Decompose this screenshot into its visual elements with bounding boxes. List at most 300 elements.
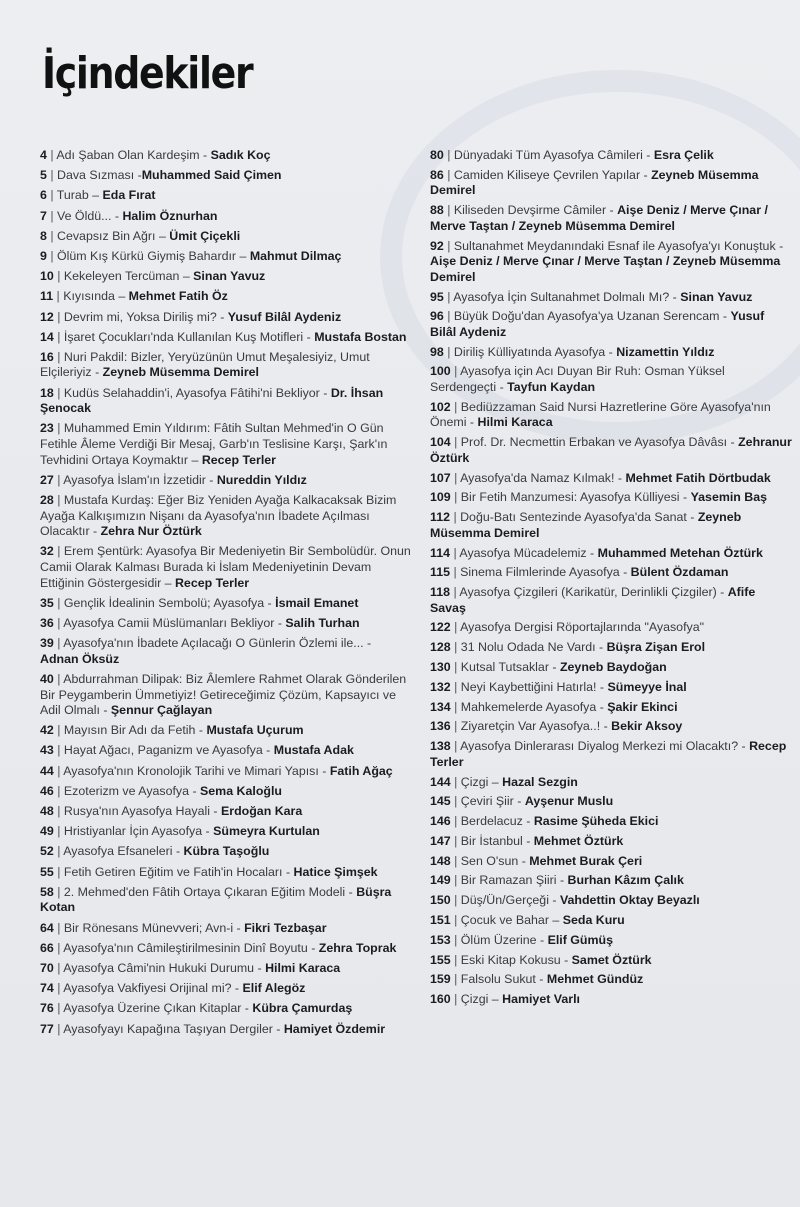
toc-author: Sümeyra Kurtulan xyxy=(213,824,320,839)
toc-separator: | xyxy=(443,167,454,182)
toc-entry xyxy=(430,203,792,234)
toc-article-title: Ölüm Üzerine - xyxy=(460,932,548,947)
toc-page-number: 144 xyxy=(430,774,451,789)
toc-separator: | xyxy=(53,329,64,344)
toc-page-number: 159 xyxy=(430,972,451,987)
toc-article-title: Sinema Filmlerinde Ayasofya - xyxy=(460,565,631,580)
toc-page-number: 14 xyxy=(40,329,54,344)
toc-author: Hatice Şimşek xyxy=(293,864,378,879)
toc-article-title: Dava Sızması - xyxy=(57,168,142,183)
toc-page-number: 112 xyxy=(430,510,450,525)
toc-article-title: Kıyısında – xyxy=(63,289,129,304)
toc-author: Eda Fırat xyxy=(102,188,156,203)
toc-author: Recep Terler xyxy=(430,739,787,769)
toc-separator: | xyxy=(53,595,64,610)
toc-page-number: 58 xyxy=(40,884,54,899)
toc-entry xyxy=(40,148,412,164)
toc-entry xyxy=(40,723,412,739)
toc-article-title: Diriliş Külliyatında Ayasofya - xyxy=(453,344,617,359)
toc-author: Mehmet Fatih Dörtbudak xyxy=(625,470,771,485)
toc-page-number: 148 xyxy=(430,853,451,868)
toc-article-title: Ölüm Kış Kürkü Giymiş Bahardır – xyxy=(57,248,250,263)
toc-column-left xyxy=(40,148,412,1042)
toc-separator: | xyxy=(450,660,461,674)
toc-entry xyxy=(430,913,792,929)
toc-separator: | xyxy=(450,490,461,505)
toc-article-title: Adı Şaban Olan Kardeşim - xyxy=(56,148,211,162)
toc-page-number: 35 xyxy=(40,595,54,610)
toc-page-number: 146 xyxy=(430,814,451,829)
toc-article-title: Rusya'nın Ayasofya Hayali - xyxy=(63,804,222,819)
toc-entry xyxy=(430,834,792,850)
toc-entry xyxy=(40,1022,412,1038)
toc-entry xyxy=(40,921,412,937)
toc-separator: | xyxy=(443,289,454,304)
toc-article-title: Ayasofya Camii Müslümanları Bekliyor - xyxy=(63,615,286,630)
toc-author: Hamiyet Varlı xyxy=(502,992,580,1007)
toc-page-number: 40 xyxy=(40,671,54,686)
toc-author: Aişe Deniz / Merve Çınar / Merve Taştan / Zeyneb Müsemma Demirel xyxy=(430,203,768,233)
toc-author: Ümit Çiçekli xyxy=(169,228,241,243)
toc-page-number: 136 xyxy=(430,719,451,734)
toc-article-title: Kutsal Tutsaklar - xyxy=(460,660,560,674)
toc-entry xyxy=(40,636,412,667)
toc-page-number: 145 xyxy=(430,794,451,809)
toc-article-title: Ayasofya İslam'ın İzzetidir - xyxy=(63,472,217,487)
toc-entry xyxy=(430,933,792,949)
toc-author: Rasime Şüheda Ekici xyxy=(533,814,659,829)
toc-article-title: Ayasofya için Acı Duyan Bir Ruh: Osman Yüksel Serdengeçti - xyxy=(430,364,725,395)
toc-article-title: Muhammed Emin Yıldırım: Fâtih Sultan Mehmed'in O Gün Fetihle Âleme Verdiği Bir Mesaj, Garb'ın Teslisine Karşı, Şark'ın Tevhidini Ortaya Koymaktır – xyxy=(40,421,388,467)
toc-author: Fikri Tezbaşar xyxy=(244,920,327,935)
toc-article-title: Sultanahmet Meydanındaki Esnaf ile Ayasofya'yı Konuştuk - xyxy=(453,238,784,253)
toc-separator: | xyxy=(450,932,461,947)
toc-article-title: Mahkemelerde Ayasofya - xyxy=(460,699,608,714)
toc-entry xyxy=(430,364,792,395)
toc-author: Seda Kuru xyxy=(562,912,625,927)
toc-article-title: Mayısın Bir Adı da Fetih - xyxy=(63,723,207,738)
toc-separator: | xyxy=(53,671,64,686)
toc-entry xyxy=(430,893,792,909)
toc-article-title: Ve Öldü... - xyxy=(57,208,123,223)
toc-separator: | xyxy=(450,679,461,694)
toc-entry xyxy=(430,345,792,361)
toc-separator: | xyxy=(450,364,461,379)
toc-article-title: Bir Rönesans Münevveri; Avn-i - xyxy=(63,920,245,935)
toc-article-title: Doğu-Batı Sentezinde Ayasofya'da Sanat - xyxy=(460,510,698,525)
toc-separator: | xyxy=(443,309,454,324)
toc-entry xyxy=(40,493,412,540)
toc-entry xyxy=(430,546,792,562)
toc-page-number: 9 xyxy=(40,248,47,263)
toc-article-title: Ayasofya'da Namaz Kılmak! - xyxy=(460,470,626,485)
toc-page-number: 36 xyxy=(40,615,54,630)
toc-page-number: 11 xyxy=(40,289,54,304)
toc-author: Hilmi Karaca xyxy=(477,415,553,430)
toc-article-title: Kekeleyen Tercüman – xyxy=(63,269,194,284)
toc-author: Mehmet Gündüz xyxy=(546,972,644,987)
toc-page-number: 8 xyxy=(40,228,47,243)
toc-page-number: 109 xyxy=(430,490,451,505)
toc-page-number: 95 xyxy=(430,289,444,304)
toc-separator: | xyxy=(450,873,461,888)
toc-entry xyxy=(430,972,792,988)
toc-author: Hazal Sezgin xyxy=(502,774,578,789)
toc-separator: | xyxy=(53,884,64,899)
toc-author: Zeyneb Müsemma Demirel xyxy=(430,167,759,198)
toc-author: Muhammed Metehan Öztürk xyxy=(597,545,763,560)
toc-separator: | xyxy=(450,912,461,927)
toc-author: Ayşenur Muslu xyxy=(524,794,614,809)
toc-page-number: 100 xyxy=(430,364,451,379)
toc-article-title: Kiliseden Devşirme Câmiler - xyxy=(453,203,618,218)
toc-page-number: 153 xyxy=(430,932,451,947)
toc-author: Mahmut Dilmaç xyxy=(249,248,342,263)
toc-author: Dr. İhsan Şenocak xyxy=(40,385,384,416)
toc-page-number: 80 xyxy=(430,148,444,162)
toc-article-title: Ayasofyayı Kapağına Taşıyan Dergiler - xyxy=(63,1021,284,1036)
toc-entry xyxy=(430,309,792,340)
toc-author: Zehra Nur Öztürk xyxy=(100,524,202,539)
toc-separator: | xyxy=(443,344,454,359)
toc-separator: | xyxy=(53,763,64,778)
toc-separator: | xyxy=(450,545,460,560)
toc-separator: | xyxy=(53,309,64,324)
toc-article-title: Hristiyanlar İçin Ayasofya - xyxy=(63,824,214,839)
toc-entry xyxy=(430,435,792,466)
toc-page-number: 92 xyxy=(430,238,444,253)
toc-separator: | xyxy=(46,228,58,243)
toc-separator: | xyxy=(450,893,461,908)
toc-page-number: 160 xyxy=(430,992,451,1007)
toc-separator: | xyxy=(450,510,461,525)
toc-page-number: 96 xyxy=(430,309,444,324)
toc-article-title: Prof. Dr. Necmettin Erbakan ve Ayasofya Dâvâsı - xyxy=(460,435,739,450)
toc-page-number: 138 xyxy=(430,739,451,754)
toc-author: Elif Gümüş xyxy=(547,932,613,947)
toc-entry xyxy=(40,269,412,285)
toc-article-title: Ayasofya Vakfiyesi Orijinal mi? - xyxy=(63,981,243,996)
toc-article-title: İşaret Çocukları'nda Kullanılan Kuş Motifleri - xyxy=(63,329,315,344)
toc-separator: | xyxy=(450,399,461,414)
toc-entry xyxy=(430,854,792,870)
toc-article-title: Bir İstanbul - xyxy=(460,833,534,848)
toc-entry xyxy=(430,168,792,199)
toc-article-title: Abdurrahman Dilipak: Biz Âlemlere Rahmet Olarak Gönderilen Bir Peygamberin Ümmetiyiz! Getireceğimiz Çözüm, Kapsayıcı ve Adil Olmalı - xyxy=(40,671,407,718)
toc-author: Aişe Deniz / Merve Çınar / Merve Taştan / Zeyneb Müsemma Demirel xyxy=(430,254,781,284)
toc-author: Salih Turhan xyxy=(285,615,360,630)
toc-author: Zeyneb Müsemma Demirel xyxy=(102,365,259,380)
toc-article-title: Eski Kitap Kokusu - xyxy=(460,952,572,967)
toc-separator: | xyxy=(450,565,461,580)
toc-separator: | xyxy=(46,148,57,162)
toc-author: Mustafa Adak xyxy=(273,743,354,758)
toc-author: Mehmet Fatih Öz xyxy=(128,289,228,304)
toc-page-number: 102 xyxy=(430,399,451,414)
toc-author: Sadık Koç xyxy=(210,148,271,162)
toc-separator: | xyxy=(46,168,58,183)
toc-author: Kübra Çamurdaş xyxy=(252,1001,353,1016)
toc-article-title: Ayasofya'nın İbadete Açılacağı O Günlerin Özlemi ile... - xyxy=(63,636,372,651)
toc-entry xyxy=(430,510,792,541)
toc-entry xyxy=(40,743,412,759)
toc-separator: | xyxy=(53,844,64,859)
toc-entry xyxy=(40,784,412,800)
toc-page-number: 151 xyxy=(430,912,451,927)
toc-separator: | xyxy=(450,992,461,1007)
page-title: İçindekiler xyxy=(42,48,253,99)
toc-article-title: Ayasofya Dergisi Röportajlarında "Ayasofya" xyxy=(460,620,704,635)
toc-entry xyxy=(40,544,412,591)
toc-entry xyxy=(40,386,412,417)
toc-separator: | xyxy=(450,814,461,829)
toc-author: Şakir Ekinci xyxy=(607,699,678,714)
toc-page-number: 10 xyxy=(40,269,54,284)
toc-entry xyxy=(430,794,792,810)
toc-entry xyxy=(40,1001,412,1017)
toc-author: Erdoğan Kara xyxy=(221,804,303,819)
toc-page-number: 46 xyxy=(40,783,54,798)
toc-separator: | xyxy=(450,470,461,485)
toc-page-number: 49 xyxy=(40,824,54,839)
toc-author: Yasemin Baş xyxy=(690,490,768,505)
toc-article-title: Turab – xyxy=(56,188,103,203)
toc-separator: | xyxy=(450,794,461,809)
toc-page-number: 107 xyxy=(430,470,451,485)
toc-entry xyxy=(430,680,792,696)
toc-page-number: 147 xyxy=(430,833,451,848)
toc-author: Fatih Ağaç xyxy=(329,763,393,778)
toc-separator: | xyxy=(53,1001,64,1016)
toc-page-number: 134 xyxy=(430,699,451,714)
toc-article-title: Erem Şentürk: Ayasofya Bir Medeniyetin Bir Sembolüdür. Onun Camii Olarak Kalması Burada ki İslam Medeniyetinin Devam Ettiğinin Göstergesidir – xyxy=(40,544,411,590)
toc-entry xyxy=(40,289,412,305)
toc-author: Burhan Kâzım Çalık xyxy=(567,873,684,888)
toc-article-title: Çizgi – xyxy=(460,774,503,789)
toc-page-number: 76 xyxy=(40,1001,54,1016)
toc-page-number: 150 xyxy=(430,893,451,908)
toc-page-number: 48 xyxy=(40,804,54,819)
toc-separator: | xyxy=(53,804,64,819)
toc-separator: | xyxy=(53,864,64,879)
toc-separator: | xyxy=(53,269,64,284)
toc-article-title: Bediüzzaman Said Nursi Hazretlerine Göre Ayasofya'nın Önemi - xyxy=(430,399,771,430)
toc-entry xyxy=(40,616,412,632)
toc-separator: | xyxy=(450,585,460,600)
toc-separator: | xyxy=(450,739,461,754)
toc-author: İsmail Emanet xyxy=(275,595,359,610)
toc-entry xyxy=(430,239,792,286)
toc-entry xyxy=(40,941,412,957)
toc-article-title: Ayasofya'nın Câmileştirilmesinin Dinî Boyutu - xyxy=(63,940,319,955)
toc-separator: | xyxy=(53,349,64,364)
toc-page-number: 130 xyxy=(430,660,451,674)
toc-entry xyxy=(430,290,792,306)
toc-entry xyxy=(40,249,412,265)
toc-separator: | xyxy=(46,248,58,263)
toc-page-number: 86 xyxy=(430,167,444,182)
toc-article-title: Sen O'sun - xyxy=(460,853,530,868)
toc-entry xyxy=(430,775,792,791)
toc-author: Nizamettin Yıldız xyxy=(616,344,715,359)
toc-entry xyxy=(430,490,792,506)
toc-author: Tayfun Kaydan xyxy=(507,380,596,395)
toc-entry xyxy=(40,473,412,489)
toc-author: Esra Çelik xyxy=(653,148,714,162)
toc-page-number: 7 xyxy=(40,208,47,223)
toc-author: Mustafa Uçurum xyxy=(206,723,304,738)
toc-separator: | xyxy=(450,833,461,848)
toc-separator: | xyxy=(53,783,64,798)
toc-author: Vahdettin Oktay Beyazlı xyxy=(559,893,700,908)
toc-separator: | xyxy=(450,972,461,987)
toc-separator: | xyxy=(450,699,461,714)
toc-entry xyxy=(430,640,792,656)
toc-separator: | xyxy=(450,640,461,655)
toc-page-number: 118 xyxy=(430,585,450,600)
toc-author: Yusuf Bilâl Aydeniz xyxy=(227,309,342,324)
toc-page-number: 23 xyxy=(40,421,54,436)
toc-article-title: Kudüs Selahaddin'i, Ayasofya Fâtihi'ni Bekliyor - xyxy=(63,385,331,400)
toc-separator: | xyxy=(53,544,64,559)
toc-article-title: Neyi Kaybettiğini Hatırla! - xyxy=(460,679,608,694)
toc-author: Yusuf Bilâl Aydeniz xyxy=(430,309,765,339)
toc-separator: | xyxy=(443,203,454,218)
toc-article-title: 31 Nolu Odada Ne Vardı - xyxy=(460,640,607,655)
toc-entry xyxy=(40,804,412,820)
toc-page-number: 115 xyxy=(430,565,450,580)
toc-page-number: 74 xyxy=(40,981,54,996)
toc-separator: | xyxy=(450,853,461,868)
toc-separator: | xyxy=(53,940,64,955)
toc-article-title: Dünyadaki Tüm Ayasofya Câmileri - xyxy=(453,148,654,162)
toc-entry xyxy=(430,700,792,716)
toc-separator: | xyxy=(46,208,58,223)
toc-page-number: 64 xyxy=(40,920,54,935)
toc-page-number: 32 xyxy=(40,544,54,559)
toc-entry xyxy=(430,400,792,431)
toc-entry xyxy=(430,148,792,164)
toc-article-title: Çizgi – xyxy=(460,992,503,1007)
toc-page-number: 132 xyxy=(430,679,451,694)
toc-entry xyxy=(40,885,412,916)
toc-separator: | xyxy=(46,188,57,203)
toc-entry xyxy=(430,660,792,676)
toc-author: Sinan Yavuz xyxy=(680,289,753,304)
toc-page-number: 155 xyxy=(430,952,451,967)
toc-author: Bekir Aksoy xyxy=(611,719,683,734)
toc-page-number: 16 xyxy=(40,349,54,364)
toc-page-number: 149 xyxy=(430,873,451,888)
toc-separator: | xyxy=(53,493,64,507)
toc-separator: | xyxy=(53,636,64,651)
toc-page-number: 6 xyxy=(40,188,47,203)
toc-article-title: Cevapsız Bin Ağrı – xyxy=(57,228,170,243)
toc-entry xyxy=(40,981,412,997)
toc-article-title: Bir Ramazan Şiiri - xyxy=(460,873,568,888)
toc-separator: | xyxy=(53,981,64,996)
toc-separator: | xyxy=(53,920,64,935)
toc-page-number: 42 xyxy=(40,723,54,738)
toc-page-number: 77 xyxy=(40,1021,54,1036)
toc-separator: | xyxy=(450,719,461,734)
toc-article-title: Ayasofya'nın Kronolojik Tarihi ve Mimari Yapısı - xyxy=(63,763,330,778)
toc-separator: | xyxy=(53,472,64,487)
toc-page-number: 18 xyxy=(40,385,54,400)
toc-article-title: Ezoterizm ve Ayasofya - xyxy=(63,783,201,798)
toc-page-number: 39 xyxy=(40,636,54,651)
toc-page-number: 122 xyxy=(430,620,451,635)
toc-article-title: Büyük Doğu'dan Ayasofya'ya Uzanan Serencam - xyxy=(453,309,731,324)
toc-page-number: 98 xyxy=(430,344,444,359)
toc-article-title: Düş/Ün/Gerçeği - xyxy=(460,893,560,908)
toc-page-number: 12 xyxy=(40,309,54,324)
toc-article-title: Ayasofya İçin Sultanahmet Dolmalı Mı? - xyxy=(453,289,681,304)
toc-author: Halim Öznurhan xyxy=(122,208,218,223)
toc-author: Büşra Kotan xyxy=(40,884,392,915)
toc-article-title: Ziyaretçin Var Ayasofya..! - xyxy=(460,719,612,734)
toc-author: Zehra Toprak xyxy=(318,940,397,955)
toc-article-title: Falsolu Sukut - xyxy=(460,972,547,987)
toc-page-number: 114 xyxy=(430,545,450,560)
toc-separator: | xyxy=(53,743,64,758)
toc-author: Hamiyet Özdemir xyxy=(283,1021,386,1036)
toc-article-title: Nuri Pakdil: Bizler, Yeryüzünün Umut Meşalesiyiz, Umut Elçileriyiz - xyxy=(40,349,370,380)
toc-separator: | xyxy=(443,148,454,162)
toc-entry xyxy=(40,209,412,225)
toc-entry xyxy=(40,961,412,977)
toc-entry xyxy=(430,814,792,830)
toc-entry xyxy=(40,350,412,381)
toc-author: Sümeyye İnal xyxy=(607,679,687,694)
toc-article-title: Ayasofya Çizgileri (Karikatür, Derinlikli Çizgiler) - xyxy=(459,585,728,600)
toc-author: Zehranur Öztürk xyxy=(430,435,792,465)
toc-page-number: 28 xyxy=(40,493,54,507)
toc-page-number: 43 xyxy=(40,743,54,758)
toc-author: Nureddin Yıldız xyxy=(216,472,307,487)
toc-article-title: Camiden Kiliseye Çevrilen Yapılar - xyxy=(453,167,652,182)
toc-article-title: 2. Mehmed'den Fâtih Ortaya Çıkaran Eğitim Modeli - xyxy=(63,884,357,899)
toc-entry xyxy=(40,310,412,326)
toc-article-title: Ayasofya Câmi'nin Hukuki Durumu - xyxy=(63,960,266,975)
toc-author: Hilmi Karaca xyxy=(265,960,341,975)
toc-author: Muhammed Said Çimen xyxy=(141,168,282,183)
toc-separator: | xyxy=(450,620,461,635)
toc-page-number: 128 xyxy=(430,640,451,655)
toc-page-number: 88 xyxy=(430,203,444,218)
toc-article-title: Çeviri Şiir - xyxy=(460,794,525,809)
toc-entry xyxy=(40,844,412,860)
toc-separator: | xyxy=(450,774,461,789)
toc-author: Elif Alegöz xyxy=(242,981,306,996)
toc-article-title: Ayasofya Efsaneleri - xyxy=(63,844,184,859)
toc-page-number: 44 xyxy=(40,763,54,778)
toc-article-title: Ayasofya Üzerine Çıkan Kitaplar - xyxy=(63,1001,253,1016)
toc-author: Zeyneb Müsemma Demirel xyxy=(430,510,742,540)
toc-article-title: Fetih Getiren Eğitim ve Fatih'in Hocaları - xyxy=(63,864,294,879)
toc-separator: | xyxy=(443,238,454,253)
toc-entry xyxy=(40,824,412,840)
toc-article-title: Mustafa Kurdaş: Eğer Biz Yeniden Ayağa Kalkacaksak Bizim Ayağa Kalkışımızın Nişanı da Ayasofya'nın İbadete Açılması Olacaktır - xyxy=(40,493,397,539)
toc-separator: | xyxy=(53,385,64,400)
toc-page-number: 70 xyxy=(40,960,54,975)
toc-separator: | xyxy=(53,615,64,630)
toc-author: Mehmet Öztürk xyxy=(533,833,624,848)
toc-separator: | xyxy=(53,723,64,738)
toc-article-title: Bir Fetih Manzumesi: Ayasofya Külliyesi - xyxy=(460,490,691,505)
toc-author: Mustafa Bostan xyxy=(314,329,407,344)
toc-article-title: Ayasofya Dinlerarası Diyalog Merkezi mi Olacaktı? - xyxy=(460,739,750,754)
